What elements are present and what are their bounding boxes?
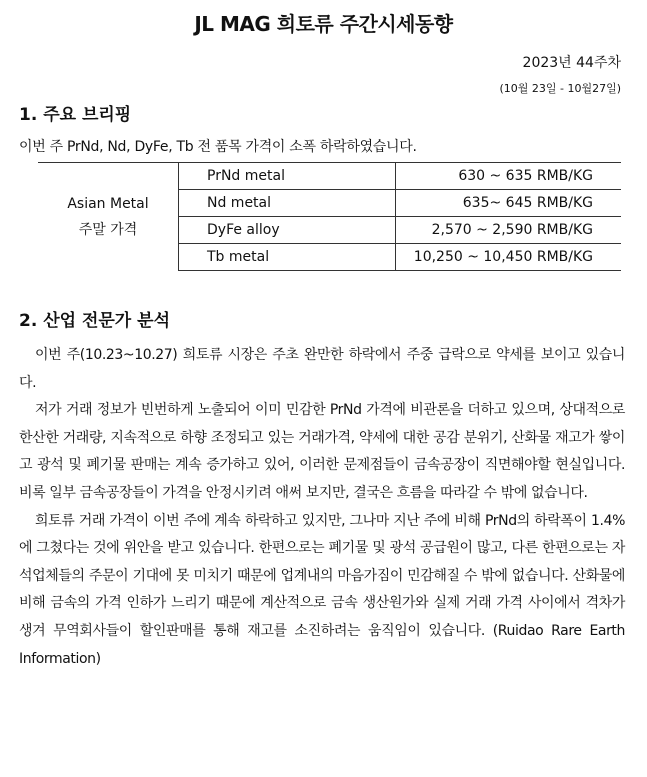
analysis-paragraph: 저가 거래 정보가 빈번하게 노출되어 이미 민감한 PrNd 가격에 비관론을 더하고 있으며, 상대적으로 한산한 거래량, 지속적으로 하향 조정되고 있는 거래가격, 약세에 대한 공감 분위기, 산화물 재고가 쌓이고 광석 및 폐기물 판매는 계속 증가하고 있어, 이러한 문제점들이 금속공장이 직면해야할 현실입니다. 비록 일부 금속공장들이 가격을 안정시키려 애써 보지만, 결국은 흐름을 따라갈 수 밖에 없습니다. [19,402,625,501]
briefing-summary: 이번 주 PrNd, Nd, DyFe, Tb 전 품목 가격이 소폭 하락하였습니다. [19,139,417,155]
document-title: JL MAG 희토류 주간시세동향 [194,12,453,36]
item-name: Tb metal [179,244,396,271]
price-source-label [38,163,179,271]
table-row [38,163,621,190]
price-source-line1: Asian Metal [67,195,149,212]
item-price: 2,570 ~ 2,590 RMB/KG [396,217,622,244]
item-price: 10,250 ~ 10,450 RMB/KG [396,244,622,271]
analysis-paragraph: 희토류 거래 가격이 이번 주에 계속 하락하고 있지만, 그나마 지난 주에 비해 PrNd의 하락폭이 1.4%에 그쳤다는 것에 위안을 받고 있습니다. 한편으로는 폐기물 및 광석 공급원이 많고, 다른 한편으로는 자석업체들의 주문이 기대에 못 미치기 때문에 업계내의 마음가짐이 민감해질 수 밖에 없습니다. 산화물에 비해 금속의 가격 인하가 느리기 때문에 계산적으로 금속 생산원가와 실제 거래 가격 사이에서 격차가 생겨 무역회사들이 할인판매를 통해 재고를 소진하려는 움직임이 있습니다. (Ruidao Rare Earth Information) [19,512,625,667]
analysis-body [19,342,625,673]
item-name: Nd metal [179,190,396,217]
item-price: 635~ 645 RMB/KG [396,190,622,217]
analysis-paragraph: 이번 주(10.23~10.27) 희토류 시장은 주초 완만한 하락에서 주중 급락으로 약세를 보이고 있습니다. [19,347,625,391]
item-name: DyFe alloy [179,217,396,244]
date-range: (10월 23일 - 10월27일) [499,82,621,95]
section-heading-briefing: 1. 주요 브리핑 [19,105,132,125]
week-label: 2023년 44주차 [522,55,621,71]
price-source-line2: 주말 가격 [78,221,138,238]
price-table [38,162,621,271]
section-heading-analysis: 2. 산업 전문가 분석 [19,311,170,331]
item-price: 630 ~ 635 RMB/KG [396,163,622,190]
item-name: PrNd metal [179,163,396,190]
